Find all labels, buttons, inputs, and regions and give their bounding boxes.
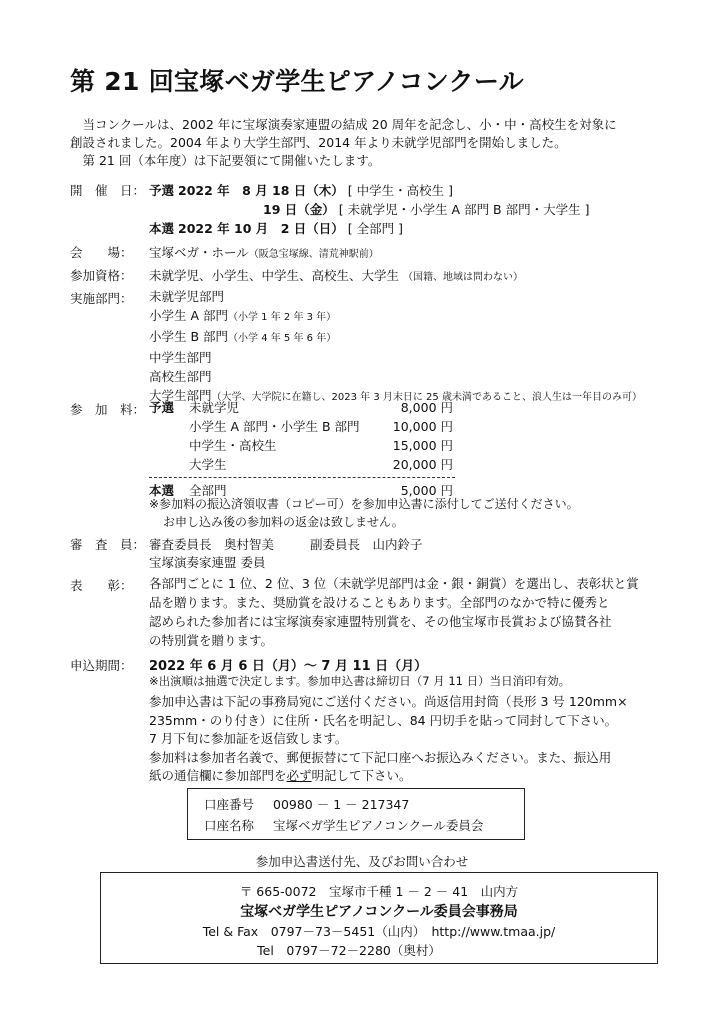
schedule-prelim-row-2 bbox=[263, 200, 589, 218]
account-number-label: 口座番号 bbox=[204, 797, 255, 812]
fee-table bbox=[149, 398, 455, 500]
division-item: 高校生部門 bbox=[149, 369, 212, 384]
account-box bbox=[187, 788, 525, 840]
eligibility-note: （国籍、地域は問わない） bbox=[403, 272, 523, 283]
eligibility-text: 未就学児、小学生、中学生、高校生、大学生 bbox=[149, 268, 400, 283]
judges-member: 宝塚演奏家連盟 委員 bbox=[149, 555, 266, 570]
contact-address: 〒 665-0072 宝塚市千種 1 － 2 － 41 山内方 bbox=[239, 884, 519, 899]
division-item: 小学生 A 部門（小学 1 年 2 年 3 年） bbox=[149, 308, 337, 323]
prelim-label: 予選 bbox=[149, 183, 175, 198]
schedule-label: 開 催 日： bbox=[70, 183, 146, 198]
fee-final-label: 本選 bbox=[149, 483, 175, 498]
fee-row: 小学生 A 部門・小学生 B 部門 10,000 円 bbox=[189, 419, 453, 434]
emphasis-must: 必ず bbox=[286, 768, 312, 783]
contact-tel-fax: Tel & Fax 0797－73－5451（山内） http://www.tmaa.jp/ bbox=[202, 924, 556, 939]
intro-text bbox=[70, 116, 660, 170]
final-date: 2022 年 10 月 2 日（日） bbox=[178, 221, 344, 236]
account-name-label: 口座名称 bbox=[204, 818, 255, 833]
division-item: 大学生部門（大学、大学院に在籍し、2023 年 3 月末日に 25 歳未満であること、浪人生は一年目のみ可） bbox=[149, 388, 642, 403]
division-item: 中学生部門 bbox=[149, 350, 212, 365]
prelim-category-2: [ 未就学児・小学生 A 部門 B 部門・大学生 ] bbox=[338, 202, 590, 217]
contact-tel: Tel 0797－72－2280（奥村） bbox=[257, 943, 441, 958]
fee-row: 予選 未就学児 8,000 円 bbox=[149, 400, 453, 415]
application-period: 2022 年 6 月 6 日（月）～ 7 月 11 日（月） bbox=[149, 659, 428, 674]
contact-heading: 参加申込書送付先、及びお問い合わせ bbox=[255, 854, 469, 869]
awards-text: 各部門ごとに 1 位、2 位、3 位（未就学児部門は金・銀・銅賞）を選出し、表彰状と賞 品を贈ります。また、奨励賞を設けることもあります。全部門のなかで特に優秀と 認められた参加者には宝塚演奏家連盟特別賞を、その他宝塚市長賞および協賛各社 の特別賞を贈ります。 bbox=[149, 576, 639, 648]
application-text: 参加申込書は下記の事務局宛にご送付ください。尚返信用封筒（長形 3 号 120mm× 235mm・のり付き）に住所・氏名を明記し、84 円切手を貼って同封して下さい。 7 月下旬に参加証を返信致します。 参加料は参加者名義で、郵便振替にて下記口座へお振込みください。また、振込用 紙の通信欄に参加部門を必ず明記して下さい。 bbox=[149, 694, 628, 783]
division-item: 未就学児部門 bbox=[149, 289, 225, 304]
prelim-date-1: 2022 年 8 月 18 日（木） bbox=[178, 183, 344, 198]
judges-label: 審 査 員： bbox=[70, 537, 146, 552]
venue-note: （阪急宝塚線、清荒神駅前） bbox=[248, 249, 379, 260]
eligibility-label: 参加資格： bbox=[70, 268, 133, 283]
fee-row: 大学生 20,000 円 bbox=[189, 457, 453, 472]
schedule-final-row bbox=[149, 219, 403, 237]
application-note: ※出演順は抽選で決定します。参加申込書は締切日（7 月 11 日）当日消印有効。 bbox=[149, 674, 571, 688]
application-label: 申込期間： bbox=[70, 658, 133, 673]
division-item: 小学生 B 部門（小学 4 年 5 年 6 年） bbox=[149, 329, 337, 344]
account-number: 00980 － 1 － 217347 bbox=[273, 797, 410, 812]
fee-note-2: お申し込み後の参加料の返金は致しません。 bbox=[163, 515, 404, 529]
final-label: 本選 bbox=[149, 221, 175, 236]
venue-label: 会 場： bbox=[70, 245, 133, 260]
account-name: 宝塚ベガ学生ピアノコンクール委員会 bbox=[273, 818, 484, 833]
fee-divider bbox=[149, 477, 455, 478]
judges-vice: 副委員長 山内鈴子 bbox=[310, 537, 423, 552]
page-title: 第 21 回宝塚ベガ学生ピアノコンクール bbox=[70, 67, 524, 96]
intro-line: 当コンクールは、2002 年に宝塚演奏家連盟の結成 20 周年を記念し、小・中・高校生を対象に bbox=[82, 117, 617, 132]
schedule-prelim-row-1 bbox=[149, 181, 453, 199]
fees-label: 参 加 料： bbox=[70, 402, 146, 417]
venue-name: 宝塚ベガ・ホール bbox=[149, 245, 249, 260]
judges-chair: 審査委員長 奥村智美 bbox=[149, 537, 275, 552]
awards-label: 表 彰： bbox=[70, 578, 133, 593]
final-category: [ 全部門 ] bbox=[347, 221, 403, 236]
contact-box bbox=[100, 872, 658, 964]
venue-row bbox=[149, 243, 379, 261]
fee-prelim-label: 予選 bbox=[149, 400, 175, 415]
contact-organization: 宝塚ベガ学生ピアノコンクール委員会事務局 bbox=[240, 904, 518, 920]
eligibility-row bbox=[149, 266, 523, 284]
prelim-category-1: [ 中学生・高校生 ] bbox=[347, 183, 453, 198]
divisions-list bbox=[149, 287, 642, 407]
divisions-label: 実施部門： bbox=[70, 291, 133, 306]
intro-line: 創設されました。2004 年より大学生部門、2014 年より未就学児部門を開始しました。 bbox=[70, 135, 567, 150]
prelim-date-2: 19 日（金） bbox=[263, 202, 335, 217]
intro-line: 第 21 回（本年度）は下記要領にて開催いたします。 bbox=[82, 153, 381, 168]
fee-row: 中学生・高校生 15,000 円 bbox=[189, 438, 453, 453]
fee-note-1: ※参加料の振込済領収書（コピー可）を参加申込書に添付してご送付ください。 bbox=[149, 497, 579, 511]
fee-row-final: 本選 全部門 5,000 円 bbox=[149, 483, 453, 498]
